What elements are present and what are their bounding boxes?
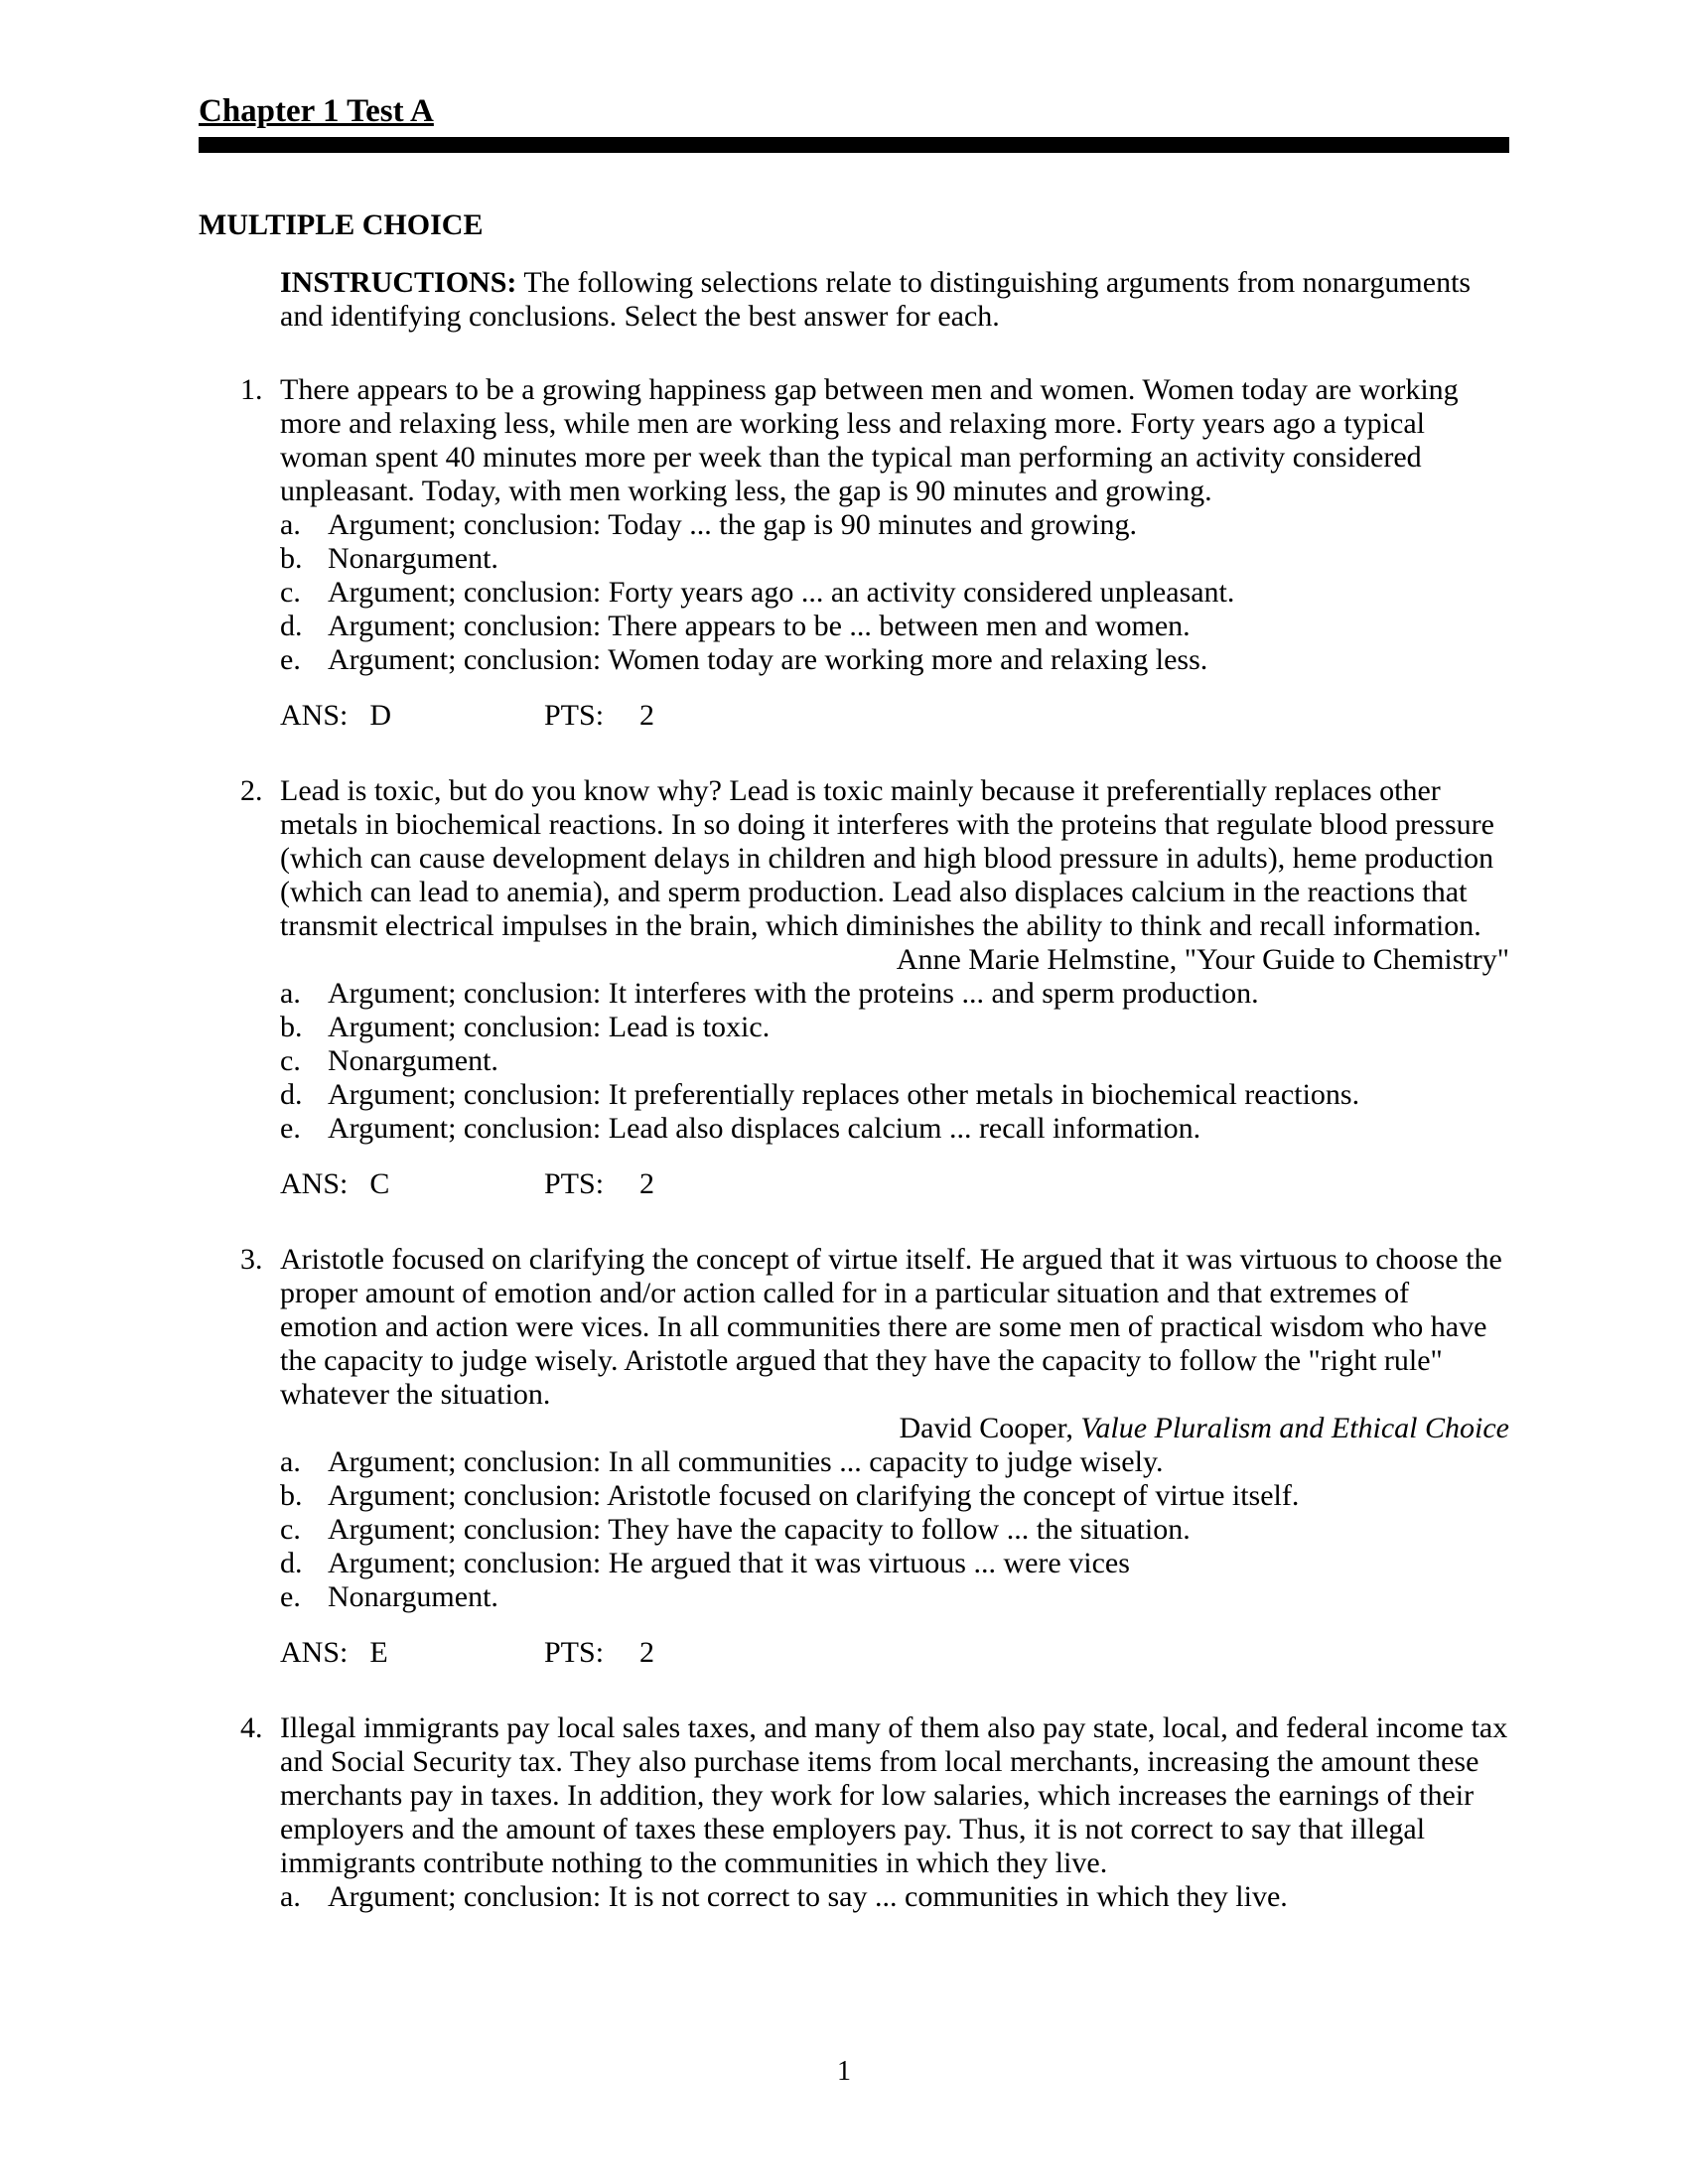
title-rule (199, 137, 1509, 153)
option-letter: c. (280, 576, 301, 609)
option-row (280, 508, 1509, 542)
page-title: Chapter 1 Test A (199, 93, 434, 129)
attribution-plain: Anne Marie Helmstine, "Your Guide to Chemistry" (896, 943, 1509, 976)
question-stem: Aristotle focused on clarifying the concept of virtue itself. He argued that it was virtuous to choose the proper amount of emotion and/or action called for in a particular situation and that extremes of emotion and action were vices. In all communities there are some men of practical wisdom who have the capacity to judge wisely. Aristotle argued that they have the capacity to follow the "right rule" whatever the situation. (280, 1243, 1502, 1411)
answer-line (280, 1636, 1509, 1670)
option-letter: c. (280, 1044, 301, 1077)
option-row (280, 1513, 1509, 1547)
answer-field (280, 1167, 544, 1201)
page-number: 1 (837, 2056, 851, 2087)
option-letter: c. (280, 1513, 301, 1546)
options-list (280, 977, 1509, 1146)
option-text: Argument; conclusion: It is not correct to say ... communities in which they live. (328, 1880, 1288, 1913)
option-letter: d. (280, 1547, 303, 1579)
points-value: 2 (639, 699, 655, 732)
options-list (280, 1445, 1509, 1614)
option-row (280, 610, 1509, 643)
question-number: 3. (240, 1243, 263, 1276)
option-row (280, 643, 1509, 677)
option-letter: b. (280, 542, 303, 575)
points-label: PTS: (544, 1636, 605, 1669)
answer-field (280, 699, 544, 733)
question-number: 2. (240, 774, 263, 807)
option-text: Argument; conclusion: Today ... the gap is 90 minutes and growing. (328, 508, 1138, 541)
option-text: Nonargument. (328, 542, 498, 575)
option-row (280, 1445, 1509, 1479)
question-body (280, 373, 1509, 733)
option-row (280, 576, 1509, 610)
attribution-italic: Value Pluralism and Ethical Choice (1080, 1412, 1509, 1444)
option-row (280, 1580, 1509, 1614)
answer-line (280, 1167, 1509, 1201)
question-number: 4. (240, 1711, 263, 1744)
option-row (280, 1479, 1509, 1513)
question-attribution (280, 943, 1509, 977)
answer-value: D (369, 699, 392, 732)
question-item (199, 1243, 1509, 1670)
question-body (280, 1711, 1509, 1914)
answer-line (280, 699, 1509, 733)
answer-label: ANS: (280, 699, 349, 732)
option-row (280, 1044, 1509, 1078)
answer-field (280, 1636, 544, 1670)
points-value: 2 (639, 1167, 655, 1200)
option-text: Argument; conclusion: He argued that it was virtuous ... were vices (328, 1547, 1130, 1579)
question-item (199, 1711, 1509, 1914)
section-heading: MULTIPLE CHOICE (199, 208, 484, 241)
option-text: Argument; conclusion: Aristotle focused on clarifying the concept of virtue itself. (328, 1479, 1300, 1512)
question-item (199, 774, 1509, 1201)
question-stem: Lead is toxic, but do you know why? Lead is toxic mainly because it preferentially replaces other metals in biochemical reactions. In so doing it interferes with the proteins that regulate blood pressure (which can cause development delays in children and high blood pressure in adults), heme production (which can lead to anemia), and sperm production. Lead also displaces calcium in the reactions that transmit electrical impulses in the brain, which diminishes the ability to think and recall information. (280, 774, 1494, 942)
option-letter: e. (280, 643, 301, 676)
option-text: Argument; conclusion: It interferes with the proteins ... and sperm production. (328, 977, 1259, 1010)
option-letter: a. (280, 977, 301, 1010)
answer-label: ANS: (280, 1636, 349, 1669)
option-row (280, 977, 1509, 1011)
option-letter: e. (280, 1580, 301, 1613)
option-row (280, 1078, 1509, 1112)
points-label: PTS: (544, 1167, 605, 1200)
option-row (280, 1547, 1509, 1580)
points-label: PTS: (544, 699, 605, 732)
option-letter: a. (280, 1880, 301, 1913)
option-row (280, 1011, 1509, 1044)
option-text: Argument; conclusion: Lead is toxic. (328, 1011, 771, 1043)
option-row (280, 1112, 1509, 1146)
instructions-text: The following selections relate to distinguishing arguments from nonarguments and identifying conclusions. Select the best answer for each. (280, 266, 1472, 333)
option-letter: b. (280, 1011, 303, 1043)
question-body (280, 774, 1509, 1201)
option-text: Argument; conclusion: Women today are working more and relaxing less. (328, 643, 1208, 676)
question-stem: Illegal immigrants pay local sales taxes, and many of them also pay state, local, and federal income tax and Social Security tax. They also purchase items from local merchants, increasing the amount these merchants pay in taxes. In addition, they work for low salaries, which increases the earnings of their employers and the amount of taxes these employers pay. Thus, it is not correct to say that illegal immigrants contribute nothing to the communities in which they live. (280, 1711, 1508, 1879)
option-letter: e. (280, 1112, 301, 1145)
question-attribution (280, 1412, 1509, 1445)
option-text: Argument; conclusion: In all communities ... capacity to judge wisely. (328, 1445, 1164, 1478)
question-number: 1. (240, 373, 263, 406)
attribution-plain: David Cooper, (899, 1412, 1081, 1444)
option-row (280, 542, 1509, 576)
option-text: Argument; conclusion: Lead also displaces calcium ... recall information. (328, 1112, 1201, 1145)
option-letter: b. (280, 1479, 303, 1512)
options-list (280, 1880, 1509, 1914)
option-text: Argument; conclusion: It preferentially replaces other metals in biochemical reactions. (328, 1078, 1360, 1111)
option-letter: a. (280, 508, 301, 541)
option-text: Nonargument. (328, 1580, 498, 1613)
option-letter: d. (280, 1078, 303, 1111)
instructions-paragraph (280, 266, 1509, 334)
option-letter: a. (280, 1445, 301, 1478)
question-body (280, 1243, 1509, 1670)
options-list (280, 508, 1509, 677)
option-text: Argument; conclusion: They have the capacity to follow ... the situation. (328, 1513, 1191, 1546)
option-row (280, 1880, 1509, 1914)
question-item (199, 373, 1509, 733)
option-text: Argument; conclusion: Forty years ago ... an activity considered unpleasant. (328, 576, 1235, 609)
question-stem: There appears to be a growing happiness gap between men and women. Women today are working more and relaxing less, while men are working less and relaxing more. Forty years ago a typical woman spent 40 minutes more per week than the typical man performing an activity considered unpleasant. Today, with men working less, the gap is 90 minutes and growing. (280, 373, 1459, 507)
option-text: Argument; conclusion: There appears to be ... between men and women. (328, 610, 1191, 642)
answer-label: ANS: (280, 1167, 349, 1200)
option-text: Nonargument. (328, 1044, 498, 1077)
points-value: 2 (639, 1636, 655, 1669)
instructions-label: INSTRUCTIONS: (280, 266, 517, 299)
option-letter: d. (280, 610, 303, 642)
answer-value: E (369, 1636, 388, 1669)
answer-value: C (369, 1167, 390, 1200)
